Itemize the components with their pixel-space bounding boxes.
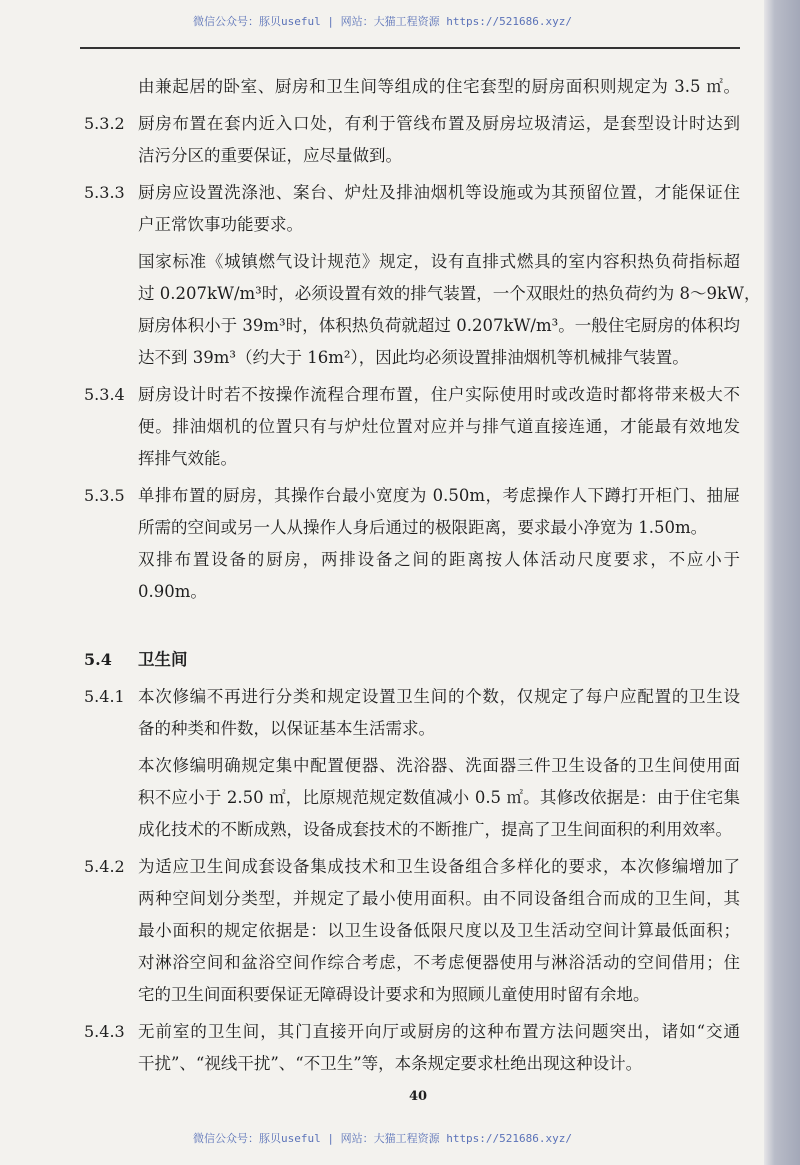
text-line: 便。排油烟机的位置只有与炉灶位置对应并与排气道直接连通，才能最有效地发 — [138, 417, 740, 436]
clause — [84, 1016, 740, 1080]
clause-number: 5.4.3 — [84, 1022, 125, 1041]
paragraph — [84, 1016, 740, 1080]
text-line: 由兼起居的卧室、厨房和卫生间等组成的住宅套型的厨房面积则规定为 3.5 ㎡。 — [138, 77, 740, 96]
text-line: 成化技术的不断成熟，设备成套技术的不断推广，提高了卫生间面积的利用效率。 — [138, 820, 732, 839]
paragraph — [84, 71, 740, 103]
text-line: 0.90m。 — [138, 582, 207, 601]
text-line: 无前室的卫生间，其门直接开向厅或厨房的这种布置方法问题突出，诸如“交通 — [138, 1022, 740, 1041]
paragraph — [84, 379, 740, 475]
text-line: 宅的卫生间面积要保证无障碍设计要求和为照顾儿童使用时留有余地。 — [138, 985, 650, 1004]
page-number: 40 — [408, 1089, 428, 1104]
clause-number: 5.4.2 — [84, 857, 125, 876]
text-line: 本次修编不再进行分类和规定设置卫生间的个数，仅规定了每户应配置的卫生设 — [138, 687, 740, 706]
clause — [84, 851, 740, 1011]
clause — [84, 379, 740, 475]
paragraph — [84, 851, 740, 1011]
header-rule — [80, 47, 740, 49]
text-line: 厨房体积小于 39m³时，体积热负荷就超过 0.207kW/m³。一般住宅厨房的体积均 — [138, 316, 740, 335]
text-line: 国家标准《城镇燃气设计规范》规定，设有直排式燃具的室内容积热负荷指标超 — [138, 252, 740, 271]
text-line: 备的种类和件数，以保证基本生活需求。 — [138, 719, 435, 738]
text-line: 挥排气效能。 — [138, 449, 237, 468]
text-line: 干扰”、“视线干扰”、“不卫生”等，本条规定要求杜绝出现这种设计。 — [138, 1054, 643, 1073]
section-heading — [84, 644, 740, 676]
clause-number: 5.3.4 — [84, 385, 125, 404]
paragraph — [84, 108, 740, 172]
document-body — [84, 71, 761, 1080]
clause — [84, 480, 740, 608]
text-line: 本次修编明确规定集中配置便器、洗浴器、洗面器三件卫生设备的卫生间使用面 — [138, 756, 740, 775]
clause-number: 5.4 — [84, 650, 112, 669]
clause-number: 5.3.5 — [84, 486, 125, 505]
text-line: 最小面积的规定依据是：以卫生设备低限尺度以及卫生活动空间计算最低面积； — [138, 921, 740, 940]
watermark-top: 微信公众号：豚贝useful | 网站：大猫工程资源 https://521686.xyz/ — [192, 15, 573, 28]
text-line: 双排布置设备的厨房，两排设备之间的距离按人体活动尺度要求，不应小于 — [138, 550, 740, 569]
text-line: 积不应小于 2.50 ㎡，比原规范规定数值减小 0.5 ㎡。其修改依据是：由于住宅集 — [138, 788, 740, 807]
paragraph — [84, 681, 740, 745]
clause — [84, 177, 761, 374]
watermark-bottom: 微信公众号：豚贝useful | 网站：大猫工程资源 https://521686.xyz/ — [192, 1132, 573, 1145]
text-line: 达不到 39m³（约大于 16m²），因此均必须设置排油烟机等机械排气装置。 — [138, 348, 689, 367]
text-line: 过 0.207kW/m³时，必须设置有效的排气装置，一个双眼灶的热负荷约为 8～9kW， — [138, 284, 761, 303]
paragraph — [84, 246, 761, 374]
clause-number: 5.4.1 — [84, 687, 125, 706]
clause — [84, 71, 740, 103]
text-line: 两种空间划分类型，并规定了最小使用面积。由不同设备组合而成的卫生间，其 — [138, 889, 740, 908]
text-line: 厨房布置在套内近入口处，有利于管线布置及厨房垃圾清运，是套型设计时达到 — [138, 114, 740, 133]
clause-number: 5.3.3 — [84, 183, 125, 202]
clause — [84, 681, 740, 846]
text-line: 厨房应设置洗涤池、案台、炉灶及排油烟机等设施或为其预留位置，才能保证住 — [138, 183, 740, 202]
paragraph — [84, 480, 740, 608]
text-line: 洁污分区的重要保证，应尽量做到。 — [138, 146, 402, 165]
text-line: 单排布置的厨房，其操作台最小宽度为 0.50m，考虑操作人下蹲打开柜门、抽屉 — [138, 486, 740, 505]
scan-page-edge — [764, 0, 800, 1165]
paragraph — [84, 750, 740, 846]
paragraph — [84, 177, 740, 241]
clause — [84, 108, 740, 172]
section-title: 卫生间 — [138, 650, 188, 669]
text-line: 户正常饮事功能要求。 — [138, 215, 303, 234]
text-line: 厨房设计时若不按操作流程合理布置，住户实际使用时或改造时都将带来极大不 — [138, 385, 740, 404]
text-line: 所需的空间或另一人从操作人身后通过的极限距离，要求最小净宽为 1.50m。 — [138, 518, 708, 537]
text-line: 对淋浴空间和盆浴空间作综合考虑，不考虑便器使用与淋浴活动的空间借用；住 — [138, 953, 740, 972]
text-line: 为适应卫生间成套设备集成技术和卫生设备组合多样化的要求，本次修编增加了 — [138, 857, 740, 876]
clause-number: 5.3.2 — [84, 114, 125, 133]
